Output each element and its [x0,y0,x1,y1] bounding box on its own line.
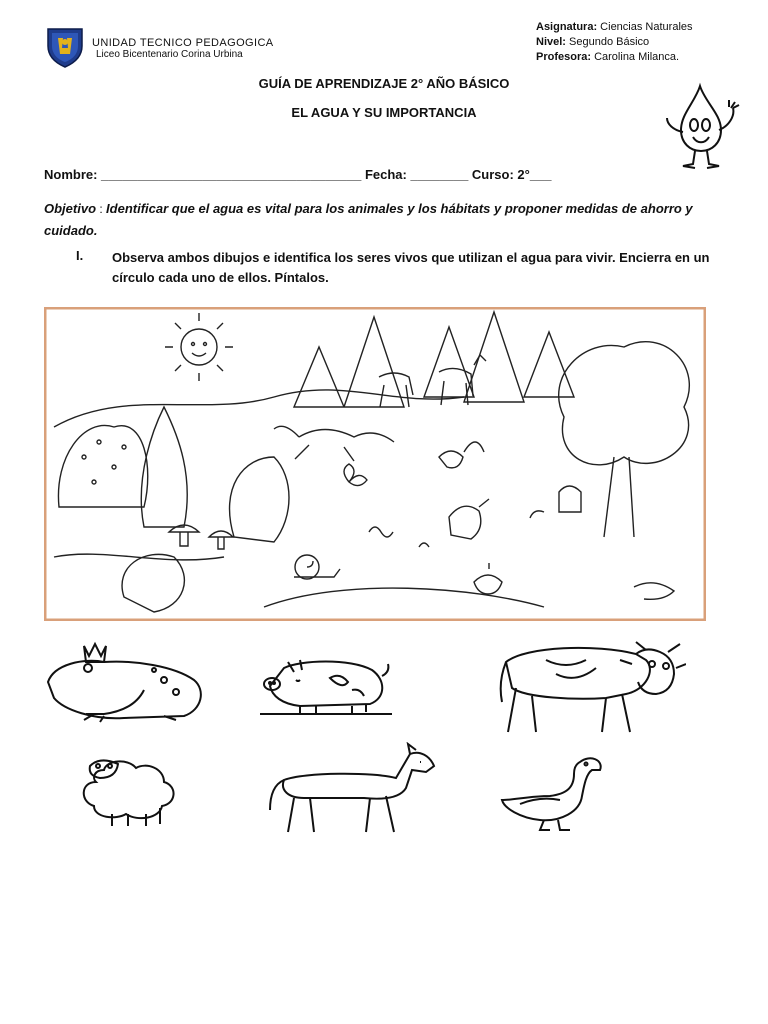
frog-drawing[interactable] [44,640,210,724]
objective-label: Objetivo [44,201,97,216]
water-drop-mascot-icon [655,80,755,172]
level-value: Segundo Básico [565,36,650,48]
forest-habitat-illustration[interactable] [44,307,706,621]
course-info [536,20,693,65]
teacher-row [536,50,693,65]
objective-colon: : [96,202,107,216]
goose-drawing[interactable] [500,752,608,834]
teacher-value: Carolina Milanca. [591,51,680,63]
instruction-number: I. [76,248,84,263]
school-name: Liceo Bicentenario Corina Urbina [96,49,243,60]
subject-label: Asignatura: [536,21,598,33]
objective [44,198,724,242]
objective-text: Identificar que el agua es vital para los animales y los hábitats y proponer medidas de ahorro y cuidado. [44,201,693,238]
school-crest-logo [44,26,86,68]
teacher-label: Profesora: [536,51,592,63]
pig-drawing[interactable] [260,654,392,716]
sheep-drawing[interactable] [76,752,186,828]
level-label: Nivel: [536,36,566,48]
subject-value: Ciencias Naturales [597,21,693,33]
student-info-line[interactable]: Nombre: ____________________________________ Fecha: ________ Curso: 2°___ [44,167,552,182]
subject-row [536,20,693,35]
horse-drawing[interactable] [264,742,440,838]
cow-drawing[interactable] [496,640,686,740]
page-subtitle: EL AGUA Y SU IMPORTANCIA [291,105,477,120]
school-unit: UNIDAD TECNICO PEDAGOGICA [92,37,274,49]
level-row [536,35,693,50]
page-title: GUÍA DE APRENDIZAJE 2° AÑO BÁSICO [258,76,510,91]
instruction-text: Observa ambos dibujos e identifica los seres vivos que utilizan el agua para vivir. Encierra en un círculo cada uno de ellos. Píntalos. [112,250,710,285]
